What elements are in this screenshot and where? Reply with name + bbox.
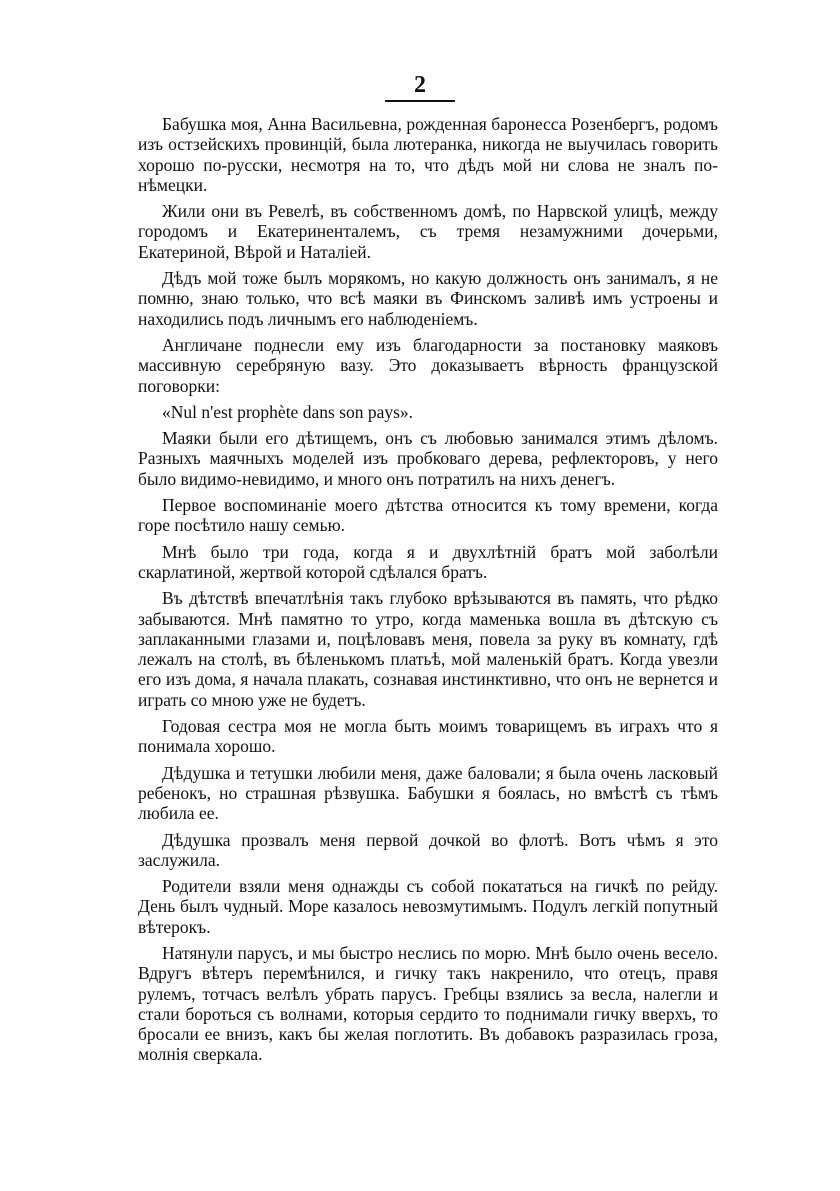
paragraph: Маяки были его дѣтищемъ, онъ съ любовью занимался этимъ дѣломъ. Разныхъ маячныхъ моделей изъ пробковаго дерева, рефлекторовъ, у него было видимо-невидимо, и много онъ потратилъ на нихъ денегъ.: [138, 428, 718, 489]
paragraph: Первое воспоминаніе моего дѣтства относится къ тому времени, когда горе посѣтило нашу семью.: [138, 495, 718, 536]
paragraph: Дѣдушка прозвалъ меня первой дочкой во флотѣ. Вотъ чѣмъ я это заслужила.: [138, 829, 718, 870]
paragraph: Дѣдушка и тетушки любили меня, даже баловали; я была очень ласковый ребенокъ, но страшная рѣзвушка. Бабушки я боялась, но вмѣстѣ съ тѣмъ любила ее.: [138, 762, 718, 824]
paragraph: Въ дѣтствѣ впечатлѣнія такъ глубоко врѣзываются въ память, что рѣдко забываются. Мнѣ памятно то утро, когда маменька вошла въ дѣтскую съ заплаканными глазами и, поцѣловавъ меня, повела за руку въ комнату, гдѣ лежалъ на столѣ, въ бѣленькомъ платьѣ, мой маленькій братъ. Когда увезли его изъ дома, я начала плакать, сознавая инстинктивно, что онъ не вернется и играть со мною уже не будетъ.: [138, 588, 718, 710]
paragraph: Бабушка моя, Анна Васильевна, рожденная баронесса Розенбергъ, родомъ изъ остзейскихъ провинцій, была лютеранка, никогда не выучилась говорить хорошо по-русски, несмотря на то, что дѣдъ мой ни слова не зналъ по-нѣмецки.: [138, 114, 718, 195]
paragraph: Родители взяли меня однажды съ собой покататься на гичкѣ по рейду. День былъ чудный. Море казалось невозмутимымъ. Подулъ легкій попутный вѣтерокъ.: [138, 876, 718, 937]
paragraph: Натянули парусъ, и мы быстро неслись по морю. Мнѣ было очень весело. Вдругъ вѣтеръ перемѣнился, и гичку такъ накренило, что отецъ, правя рулемъ, тотчасъ велѣлъ убрать парусъ. Гребцы взялись за весла, налегли и стали бороться съ волнами, которыя сердито то поднимали гичку вверхъ, то бросали ее внизъ, какъ бы желая поглотить. Въ добавокъ разразилась гроза, молнія сверкала.: [138, 942, 718, 1065]
page-number: 2: [414, 72, 426, 98]
paragraph: Жили они въ Ревелѣ, въ собственномъ домѣ, по Нарвской улицѣ, между городомъ и Екатериненталемъ, съ тремя незамужними дочерьми, Екатериной, Вѣрой и Наталіей.: [138, 201, 718, 262]
paragraph: Мнѣ было три года, когда я и двухлѣтній братъ мой заболѣли скарлатиной, жертвой которой сдѣлался братъ.: [138, 541, 718, 582]
quote-line: «Nul n'est prophète dans son pays».: [162, 401, 414, 422]
page-number-underline: [385, 100, 455, 102]
body-text: [138, 114, 718, 1071]
paragraph: Годовая сестра моя не могла быть моимъ товарищемъ въ играхъ что я понимала хорошо.: [138, 716, 718, 757]
paragraph: Англичане поднесли ему изъ благодарности за постановку маяковъ массивную серебряную вазу. Это доказываетъ вѣрность французской поговорки:: [138, 334, 718, 396]
paragraph: Дѣдъ мой тоже былъ морякомъ, но какую должность онъ занималъ, я не помню, знаю только, что всѣ маяки въ Финскомъ заливѣ имъ устроены и находились подъ личнымъ его наблюденіемъ.: [138, 268, 718, 329]
